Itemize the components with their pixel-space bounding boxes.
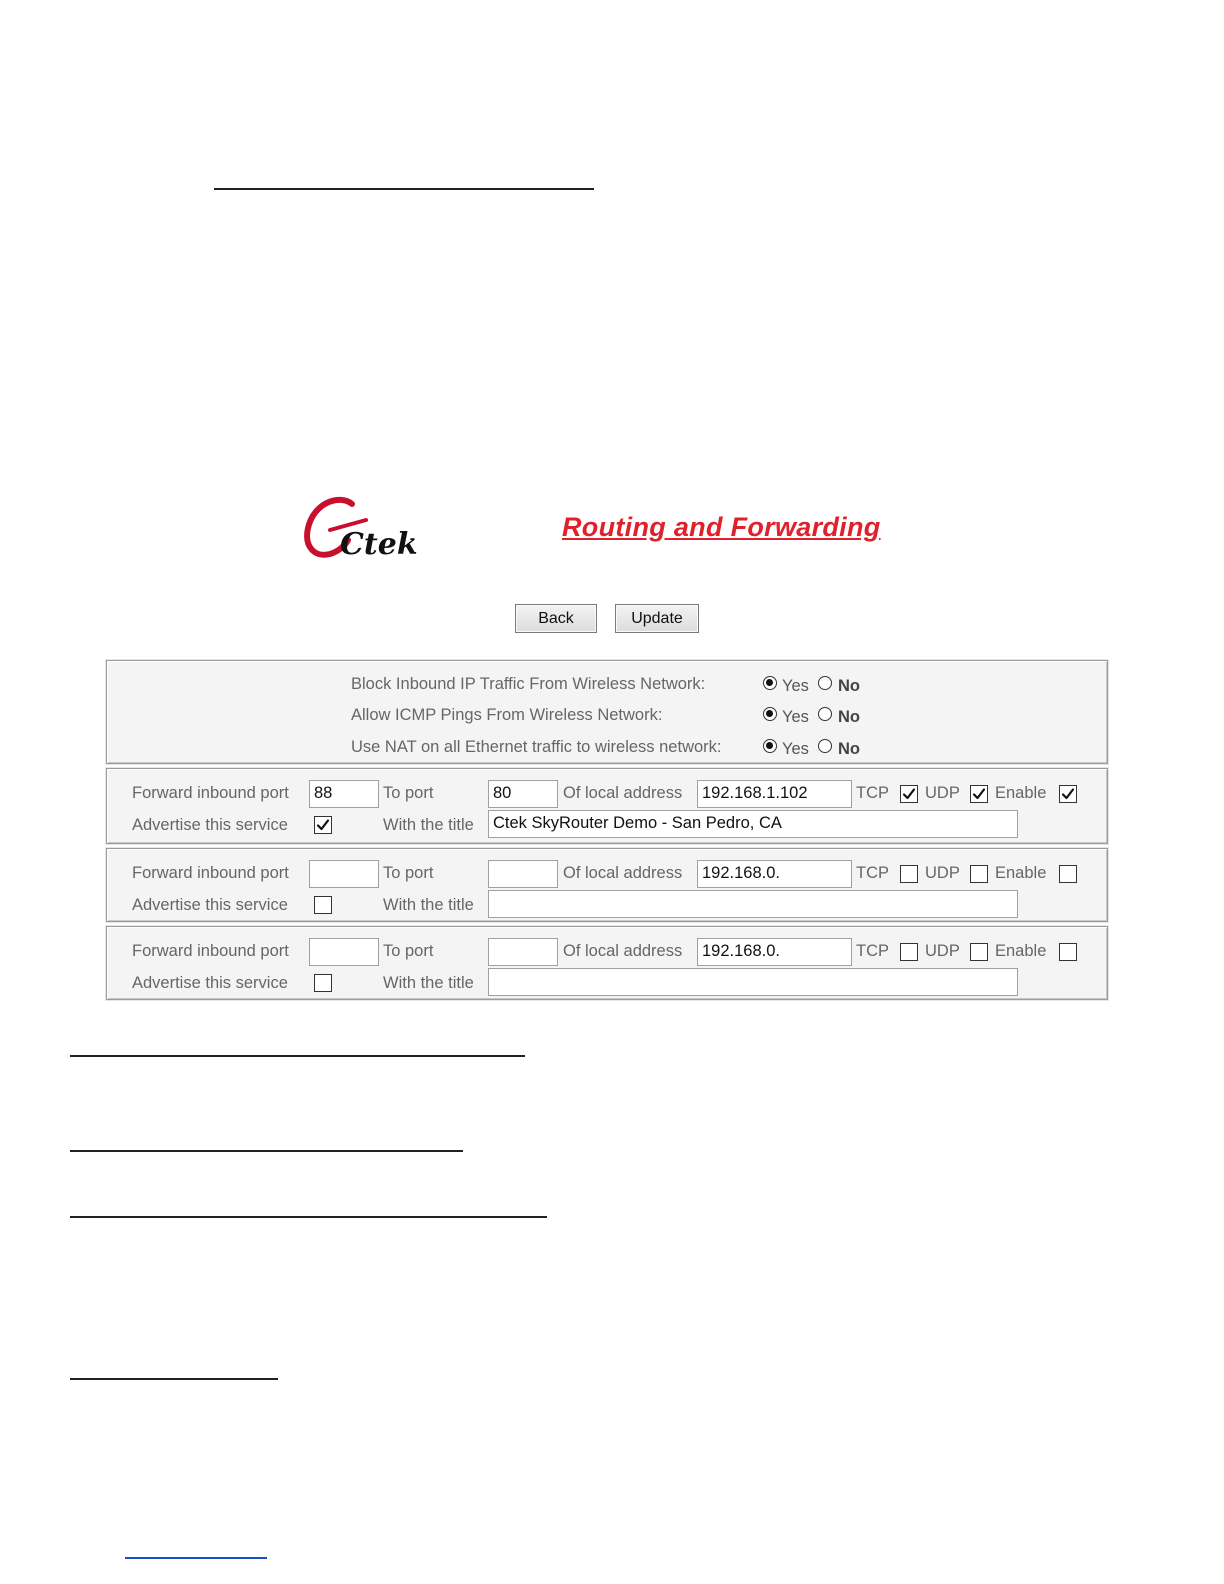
to-port-input[interactable] — [488, 860, 558, 888]
back-button[interactable]: Back — [515, 604, 597, 633]
routing-form — [104, 658, 1112, 992]
update-button[interactable]: Update — [615, 604, 699, 633]
advertise-label: Advertise this service — [132, 896, 288, 914]
tcp-checkbox[interactable] — [900, 943, 918, 961]
svg-text:Ctek: Ctek — [340, 527, 418, 562]
inbound-port-input[interactable]: 88 — [309, 780, 379, 808]
forward-rule-1 — [106, 768, 1108, 844]
with-title-label: With the title — [383, 896, 474, 914]
local-address-label: Of local address — [563, 864, 683, 882]
document-link-underline[interactable] — [125, 1557, 267, 1559]
advertise-checkbox[interactable] — [314, 974, 332, 992]
to-port-label: To port — [383, 784, 434, 802]
to-port-input[interactable]: 80 — [488, 780, 558, 808]
option-no: No — [838, 677, 860, 695]
radio-block-inbound-yes[interactable] — [763, 676, 777, 690]
local-address-input[interactable]: 192.168.0. — [697, 860, 852, 888]
enable-checkbox[interactable] — [1059, 943, 1077, 961]
local-address-input[interactable]: 192.168.0. — [697, 938, 852, 966]
radio-block-inbound-no[interactable] — [818, 676, 832, 690]
advertise-checkbox[interactable] — [314, 816, 332, 834]
with-title-label: With the title — [383, 974, 474, 992]
tcp-label: TCP — [856, 942, 889, 960]
udp-label: UDP — [925, 942, 960, 960]
option-yes: Yes — [782, 740, 809, 758]
enable-label: Enable — [995, 864, 1047, 882]
document-underline — [70, 1055, 525, 1057]
with-title-label: With the title — [383, 816, 474, 834]
service-title-input[interactable] — [488, 890, 1018, 918]
local-address-input[interactable]: 192.168.1.102 — [697, 780, 852, 808]
tcp-checkbox[interactable] — [900, 785, 918, 803]
udp-checkbox[interactable] — [970, 785, 988, 803]
local-address-label: Of local address — [563, 942, 683, 960]
to-port-input[interactable] — [488, 938, 558, 966]
setting-label-block-inbound: Block Inbound IP Traffic From Wireless Network: — [351, 675, 706, 693]
to-port-label: To port — [383, 942, 434, 960]
document-underline — [70, 1150, 463, 1152]
radio-use-nat-no[interactable] — [818, 739, 832, 753]
inbound-port-input[interactable] — [309, 938, 379, 966]
service-title-input[interactable] — [488, 968, 1018, 996]
option-no: No — [838, 708, 860, 726]
option-yes: Yes — [782, 708, 809, 726]
enable-label: Enable — [995, 784, 1047, 802]
udp-checkbox[interactable] — [970, 865, 988, 883]
page-title: Routing and Forwarding — [562, 512, 881, 542]
forward-rule-3 — [106, 926, 1108, 1000]
udp-label: UDP — [925, 784, 960, 802]
to-port-label: To port — [383, 864, 434, 882]
tcp-label: TCP — [856, 864, 889, 882]
setting-label-use-nat: Use NAT on all Ethernet traffic to wireless network: — [351, 738, 722, 756]
forward-inbound-port-label: Forward inbound port — [132, 942, 289, 960]
enable-checkbox[interactable] — [1059, 865, 1077, 883]
service-title-input[interactable]: Ctek SkyRouter Demo - San Pedro, CA — [488, 810, 1018, 838]
forward-inbound-port-label: Forward inbound port — [132, 784, 289, 802]
option-yes: Yes — [782, 677, 809, 695]
udp-label: UDP — [925, 864, 960, 882]
settings-panel — [106, 660, 1108, 764]
option-no: No — [838, 740, 860, 758]
advertise-checkbox[interactable] — [314, 896, 332, 914]
document-underline — [70, 1216, 547, 1218]
forward-inbound-port-label: Forward inbound port — [132, 864, 289, 882]
radio-allow-icmp-no[interactable] — [818, 707, 832, 721]
radio-use-nat-yes[interactable] — [763, 739, 777, 753]
enable-label: Enable — [995, 942, 1047, 960]
inbound-port-input[interactable] — [309, 860, 379, 888]
ctek-logo — [300, 490, 420, 570]
forward-rule-2 — [106, 848, 1108, 922]
enable-checkbox[interactable] — [1059, 785, 1077, 803]
advertise-label: Advertise this service — [132, 974, 288, 992]
udp-checkbox[interactable] — [970, 943, 988, 961]
document-underline — [70, 1378, 278, 1380]
setting-label-allow-icmp: Allow ICMP Pings From Wireless Network: — [351, 706, 663, 724]
tcp-checkbox[interactable] — [900, 865, 918, 883]
local-address-label: Of local address — [563, 784, 683, 802]
advertise-label: Advertise this service — [132, 816, 288, 834]
document-underline — [214, 188, 594, 190]
radio-allow-icmp-yes[interactable] — [763, 707, 777, 721]
tcp-label: TCP — [856, 784, 889, 802]
